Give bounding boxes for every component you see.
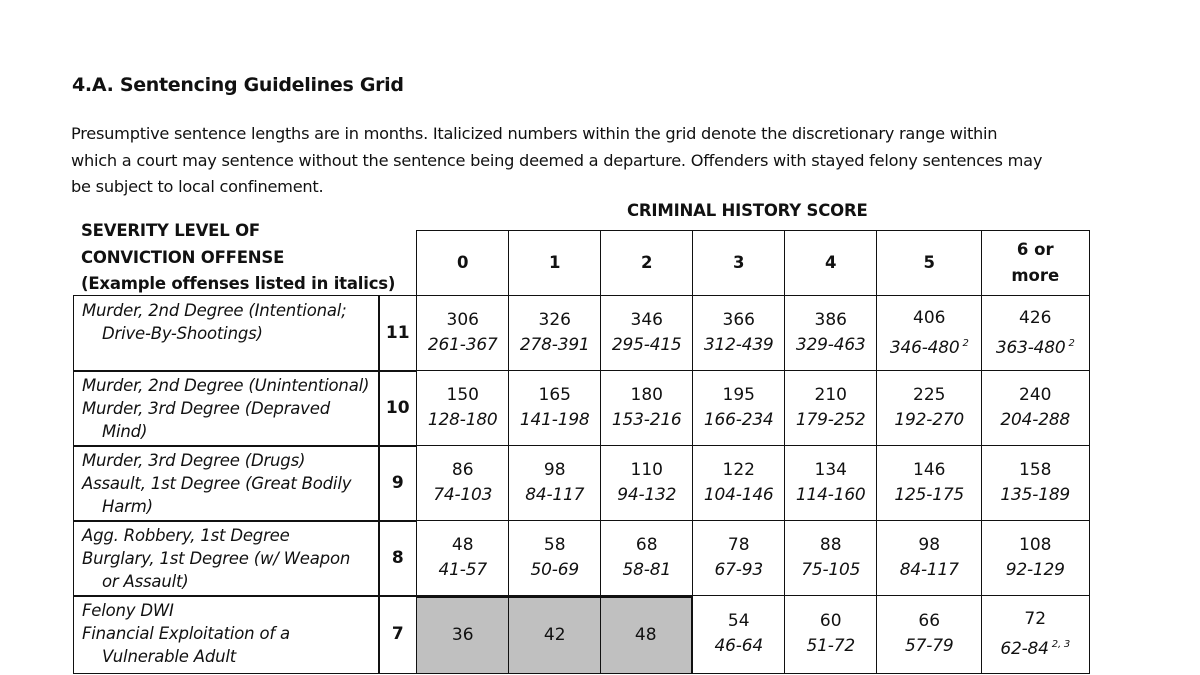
range-text: 192-270 xyxy=(894,410,965,431)
range-text: 62-84 xyxy=(1000,638,1049,659)
offense-example-line: Agg. Robbery, 1st Degree xyxy=(82,526,290,545)
footnote-marker: 2 xyxy=(962,337,969,349)
range-text: 46-64 xyxy=(714,636,763,657)
offense-examples-level-8 xyxy=(73,520,380,597)
presumptive-sentence: 165 xyxy=(538,385,571,406)
presumptive-sentence: 326 xyxy=(538,310,571,331)
presumptive-sentence: 108 xyxy=(1019,535,1052,556)
offense-example-line: Financial Exploitation of a xyxy=(82,624,290,643)
discretionary-range xyxy=(617,483,676,508)
grid-cell-level-8-score-0 xyxy=(416,520,510,597)
presumptive-sentence: 60 xyxy=(819,611,842,632)
grid-cell-level-9-score-5 xyxy=(876,445,983,522)
range-text: 67-93 xyxy=(714,560,763,581)
range-text: 346-480 xyxy=(889,337,960,358)
discretionary-range xyxy=(1006,558,1065,583)
presumptive-sentence: 346 xyxy=(630,310,663,331)
range-text: 51-72 xyxy=(806,636,855,657)
discretionary-range xyxy=(900,558,959,583)
grid-cell-level-7-score-3 xyxy=(692,595,786,674)
offense-example-line: Felony DWI xyxy=(82,601,174,620)
presumptive-sentence: 122 xyxy=(722,460,755,481)
range-text: 84-117 xyxy=(525,485,585,506)
discretionary-range xyxy=(715,558,763,583)
offense-example-line: Murder, 2nd Degree (Unintentional) xyxy=(82,376,370,395)
column-header-label: 2 xyxy=(641,253,653,273)
grid-cell-level-7-score-5 xyxy=(876,595,983,674)
presumptive-sentence: 158 xyxy=(1019,460,1052,481)
presumptive-sentence: 306 xyxy=(446,310,479,331)
column-header-label: more xyxy=(1011,266,1060,286)
discretionary-range xyxy=(807,634,855,659)
grid-cell-level-8-score-3 xyxy=(692,520,786,597)
column-header-score-0 xyxy=(416,230,510,297)
grid-cell-level-10-score-6 xyxy=(981,370,1090,447)
range-text: 179-252 xyxy=(795,410,866,431)
range-text: 58-81 xyxy=(622,560,671,581)
presumptive-sentence: 42 xyxy=(543,624,566,645)
offense-example-line: Murder, 3rd Degree (Drugs) xyxy=(82,451,306,470)
presumptive-sentence: 150 xyxy=(446,385,479,406)
range-text: 261-367 xyxy=(427,335,498,356)
severity-level-number: 11 xyxy=(378,295,418,372)
column-header-score-3 xyxy=(692,230,786,297)
footnote-marker: 2, 3 xyxy=(1051,638,1071,650)
range-text: 153-216 xyxy=(611,410,682,431)
presumptive-sentence: 406 xyxy=(913,307,946,328)
range-text: 295-415 xyxy=(611,335,682,356)
presumptive-sentence: 48 xyxy=(634,624,657,645)
discretionary-range xyxy=(428,408,498,433)
range-text: 141-198 xyxy=(519,410,590,431)
grid-cell-level-7-score-1 xyxy=(508,595,602,674)
presumptive-sentence: 72 xyxy=(1024,608,1047,629)
severity-level-number: 10 xyxy=(378,370,418,447)
column-header-score-1 xyxy=(508,230,602,297)
range-text: 104-146 xyxy=(703,485,774,506)
grid-cell-level-10-score-4 xyxy=(784,370,878,447)
discretionary-range xyxy=(801,558,860,583)
grid-cell-level-9-score-3 xyxy=(692,445,786,522)
presumptive-sentence: 68 xyxy=(635,535,658,556)
discretionary-range xyxy=(704,408,774,433)
grid-cell-level-9-score-0 xyxy=(416,445,510,522)
range-text: 312-439 xyxy=(703,335,774,356)
range-text: 166-234 xyxy=(703,410,774,431)
offense-examples-level-10 xyxy=(73,370,380,447)
discretionary-range xyxy=(715,634,763,659)
range-text: 84-117 xyxy=(899,560,959,581)
footnote-marker: 2 xyxy=(1068,337,1075,349)
presumptive-sentence: 110 xyxy=(630,460,663,481)
discretionary-range xyxy=(428,333,498,358)
range-text: 125-175 xyxy=(894,485,965,506)
severity-label-line: (Example offenses listed in italics) xyxy=(81,274,396,293)
range-text: 74-103 xyxy=(433,485,493,506)
discretionary-range xyxy=(894,483,964,508)
presumptive-sentence: 240 xyxy=(1019,385,1052,406)
section-title: 4.A. Sentencing Guidelines Grid xyxy=(72,74,404,96)
column-header-score-5 xyxy=(876,230,983,297)
discretionary-range xyxy=(1000,483,1070,508)
grid-cell-level-9-score-6 xyxy=(981,445,1090,522)
criminal-history-score-label: CRIMINAL HISTORY SCORE xyxy=(627,201,868,220)
presumptive-sentence: 36 xyxy=(451,624,474,645)
presumptive-sentence: 66 xyxy=(918,611,941,632)
grid-cell-level-10-score-1 xyxy=(508,370,602,447)
discretionary-range xyxy=(531,558,579,583)
range-text: 92-129 xyxy=(1005,560,1065,581)
discretionary-range xyxy=(890,331,969,361)
grid-cell-level-9-score-4 xyxy=(784,445,878,522)
discretionary-range xyxy=(525,483,584,508)
grid-cell-level-11-score-0 xyxy=(416,295,510,372)
severity-label-line: SEVERITY LEVEL OF xyxy=(81,221,260,240)
offense-example-line: Vulnerable Adult xyxy=(102,647,237,666)
grid-cell-level-10-score-3 xyxy=(692,370,786,447)
presumptive-sentence: 195 xyxy=(722,385,755,406)
grid-cell-level-7-score-4 xyxy=(784,595,878,674)
range-text: 329-463 xyxy=(795,335,866,356)
range-text: 41-57 xyxy=(438,560,487,581)
offense-example-line: Murder, 3rd Degree (Depraved xyxy=(82,399,330,418)
presumptive-sentence: 78 xyxy=(727,535,750,556)
grid-cell-level-11-score-2 xyxy=(600,295,694,372)
intro-paragraph xyxy=(71,121,1141,201)
grid-cell-level-8-score-2 xyxy=(600,520,694,597)
grid-cell-level-11-score-1 xyxy=(508,295,602,372)
offense-example-line: Mind) xyxy=(102,422,148,441)
severity-level-label xyxy=(81,218,395,298)
column-header-label: 0 xyxy=(457,253,469,273)
column-header-score-6 xyxy=(981,230,1090,297)
grid-cell-level-8-score-4 xyxy=(784,520,878,597)
grid-cell-level-7-score-6 xyxy=(981,595,1090,674)
offense-example-line: Assault, 1st Degree (Great Bodily xyxy=(82,474,352,493)
grid-cell-level-7-score-0 xyxy=(416,595,510,674)
presumptive-sentence: 146 xyxy=(913,460,946,481)
presumptive-sentence: 98 xyxy=(543,460,566,481)
presumptive-sentence: 386 xyxy=(814,310,847,331)
discretionary-range xyxy=(996,331,1075,361)
discretionary-range xyxy=(796,408,866,433)
offense-example-line: Harm) xyxy=(102,497,153,516)
severity-level-number: 9 xyxy=(378,445,418,522)
range-text: 135-189 xyxy=(1000,485,1071,506)
presumptive-sentence: 426 xyxy=(1019,307,1052,328)
grid-cell-level-8-score-5 xyxy=(876,520,983,597)
discretionary-range xyxy=(704,483,774,508)
discretionary-range xyxy=(439,558,487,583)
discretionary-range xyxy=(1000,632,1070,662)
discretionary-range xyxy=(433,483,492,508)
offense-example-line: Drive-By-Shootings) xyxy=(102,324,263,343)
range-text: 363-480 xyxy=(995,337,1066,358)
column-header-label: 4 xyxy=(825,253,837,273)
offense-examples-level-7 xyxy=(73,595,380,674)
grid-cell-level-10-score-2 xyxy=(600,370,694,447)
discretionary-range xyxy=(704,333,774,358)
presumptive-sentence: 86 xyxy=(451,460,474,481)
range-text: 128-180 xyxy=(427,410,498,431)
grid-cell-level-11-score-5 xyxy=(876,295,983,372)
presumptive-sentence: 54 xyxy=(727,611,750,632)
column-header-label: 1 xyxy=(549,253,561,273)
range-text: 94-132 xyxy=(617,485,677,506)
grid-cell-level-8-score-6 xyxy=(981,520,1090,597)
column-header-label: 3 xyxy=(733,253,745,273)
column-header-score-4 xyxy=(784,230,878,297)
discretionary-range xyxy=(905,634,953,659)
presumptive-sentence: 134 xyxy=(814,460,847,481)
presumptive-sentence: 58 xyxy=(543,535,566,556)
range-text: 50-69 xyxy=(530,560,579,581)
column-header-score-2 xyxy=(600,230,694,297)
presumptive-sentence: 48 xyxy=(451,535,474,556)
offense-example-line: or Assault) xyxy=(102,572,189,591)
grid-cell-level-7-score-2 xyxy=(600,595,694,674)
discretionary-range xyxy=(623,558,671,583)
severity-label-line: CONVICTION OFFENSE xyxy=(81,247,285,267)
discretionary-range xyxy=(612,333,682,358)
column-header-label: 6 or xyxy=(1016,240,1054,260)
grid-cell-level-9-score-2 xyxy=(600,445,694,522)
severity-level-number: 8 xyxy=(378,520,418,597)
presumptive-sentence: 210 xyxy=(814,385,847,406)
intro-line: be subject to local confinement. xyxy=(71,177,324,196)
grid-cell-level-11-score-4 xyxy=(784,295,878,372)
offense-examples-level-9 xyxy=(73,445,380,522)
column-header-label: 5 xyxy=(923,253,935,273)
grid-cell-level-9-score-1 xyxy=(508,445,602,522)
grid-cell-level-11-score-6 xyxy=(981,295,1090,372)
presumptive-sentence: 366 xyxy=(722,310,755,331)
grid-cell-level-11-score-3 xyxy=(692,295,786,372)
range-text: 57-79 xyxy=(905,636,954,657)
range-text: 114-160 xyxy=(795,485,866,506)
offense-example-line: Murder, 2nd Degree (Intentional; xyxy=(82,301,347,320)
discretionary-range xyxy=(1000,408,1070,433)
presumptive-sentence: 88 xyxy=(819,535,842,556)
grid-cell-level-8-score-1 xyxy=(508,520,602,597)
intro-line: which a court may sentence without the sentence being deemed a departure. Offenders with stayed felony sentences may xyxy=(71,150,1043,170)
discretionary-range xyxy=(520,408,590,433)
discretionary-range xyxy=(894,408,964,433)
discretionary-range xyxy=(520,333,590,358)
presumptive-sentence: 98 xyxy=(918,535,941,556)
discretionary-range xyxy=(612,408,682,433)
range-text: 204-288 xyxy=(1000,410,1071,431)
range-text: 278-391 xyxy=(519,335,590,356)
range-text: 75-105 xyxy=(801,560,861,581)
offense-example-line: Burglary, 1st Degree (w/ Weapon xyxy=(82,549,351,568)
intro-line: Presumptive sentence lengths are in months. Italicized numbers within the grid denote the discretionary range within xyxy=(71,124,998,143)
grid-cell-level-10-score-5 xyxy=(876,370,983,447)
discretionary-range xyxy=(796,333,866,358)
grid-cell-level-10-score-0 xyxy=(416,370,510,447)
offense-examples-level-11 xyxy=(73,295,380,372)
presumptive-sentence: 180 xyxy=(630,385,663,406)
severity-level-number: 7 xyxy=(378,595,418,674)
presumptive-sentence: 225 xyxy=(913,385,946,406)
discretionary-range xyxy=(796,483,866,508)
